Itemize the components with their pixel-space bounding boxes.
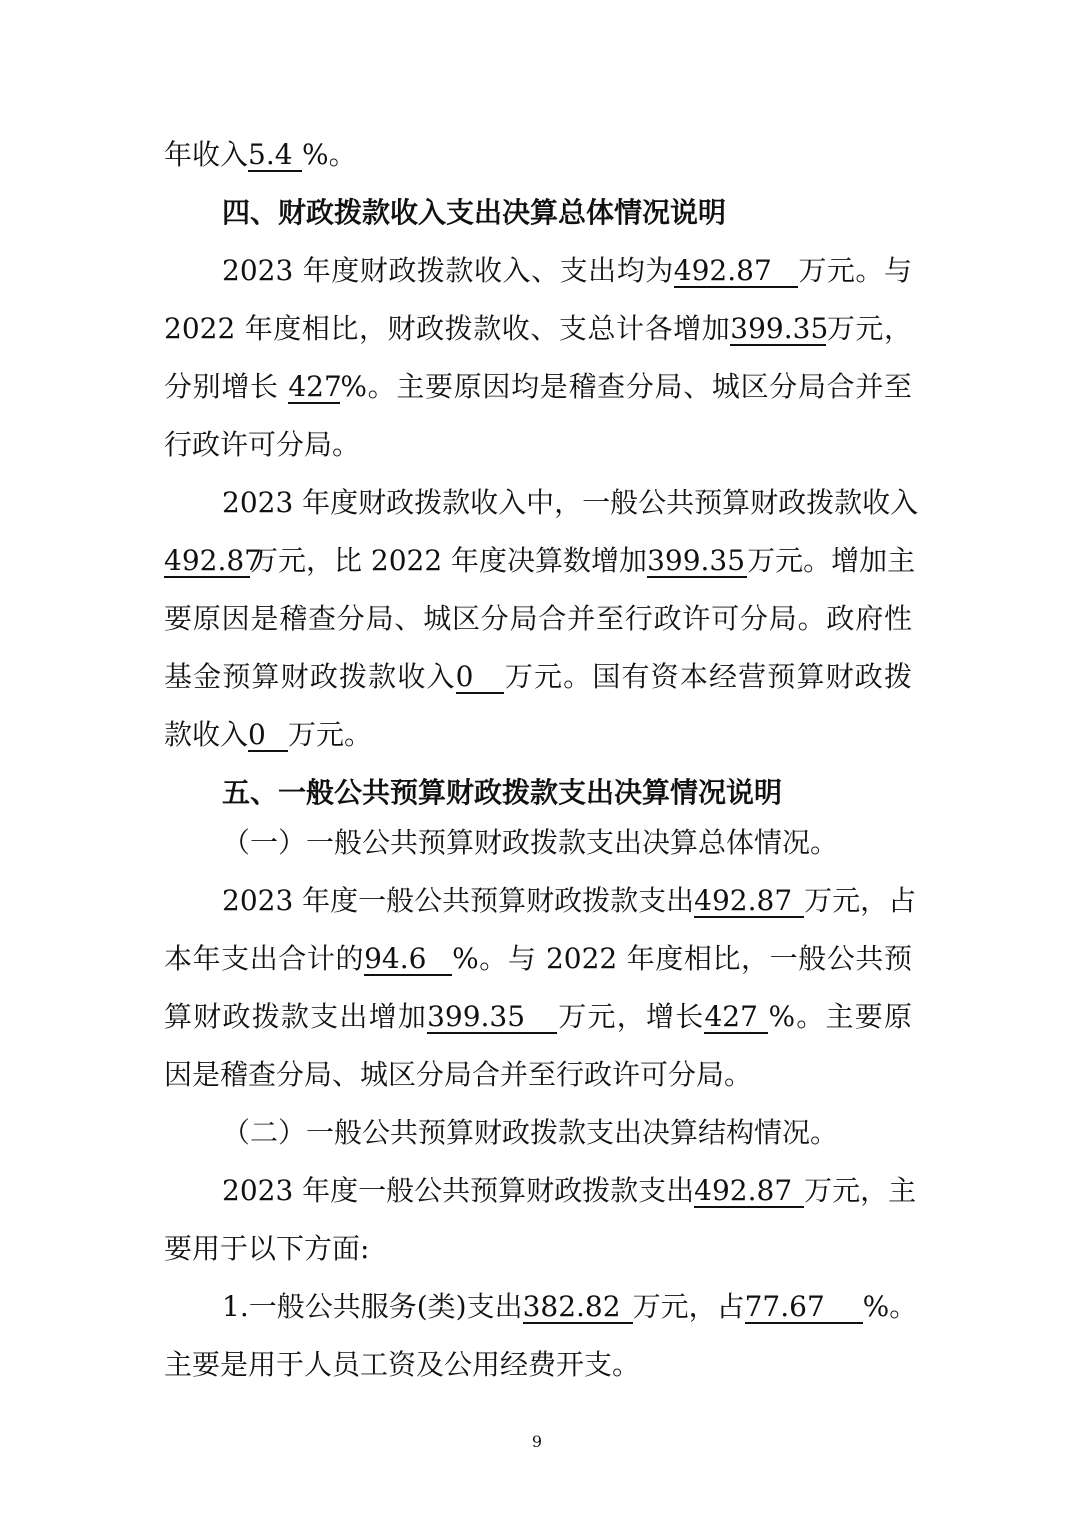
paragraph-line: 2023 年度一般公共预算财政拨款支出492.87万元，占 — [222, 884, 917, 917]
underlined-value: 382.82 — [523, 1292, 633, 1324]
paragraph-line: 本年支出合计的94.6%。与 2022 年度相比，一般公共预 — [164, 942, 912, 975]
subsection-heading: （二）一般公共预算财政拨款支出决算结构情况。 — [222, 1116, 839, 1149]
paragraph-line: 因是稽查分局、城区分局合并至行政许可分局。 — [164, 1058, 753, 1091]
underlined-value: 492.87 — [694, 886, 804, 918]
paragraph-line: 要用于以下方面: — [164, 1232, 370, 1265]
underlined-value: 5.4 — [248, 140, 302, 172]
underlined-value: 492.87 — [674, 256, 798, 288]
page-number: 9 — [531, 1432, 543, 1451]
paragraph-line: 1.一般公共服务(类)支出382.82万元，占77.67%。 — [222, 1290, 918, 1323]
paragraph-line: 年收入5.4%。 — [164, 138, 357, 171]
underlined-value: 399.35 — [427, 1002, 557, 1034]
underlined-value: 399.35 — [647, 546, 747, 578]
paragraph-line: 算财政拨款支出增加399.35 万元，增长427%。主要原 — [164, 1000, 912, 1033]
paragraph-line: 分别增长 427%。主要原因均是稽查分局、城区分局合并至 — [164, 370, 913, 403]
underlined-value: 492.87 — [164, 544, 262, 577]
paragraph-line: 基金预算财政拨款收入0 万元。国有资本经营预算财政拨 — [164, 660, 912, 693]
subsection-heading: （一）一般公共预算财政拨款支出决算总体情况。 — [222, 826, 839, 859]
underlined-value: 77.67 — [745, 1292, 863, 1324]
paragraph-line: 2023 年度财政拨款收入、支出均为492.87 万元。与 — [222, 254, 912, 287]
paragraph-line: 款收入0 万元。 — [164, 718, 373, 751]
underlined-value: 427 — [288, 370, 342, 403]
underlined-value: 0 — [248, 720, 288, 752]
paragraph-line: 要原因是稽查分局、城区分局合并至行政许可分局。政府性 — [164, 602, 912, 635]
paragraph-line: 2023 年度一般公共预算财政拨款支出492.87万元，主 — [222, 1174, 917, 1207]
underlined-value: 399.35 — [730, 312, 829, 345]
underlined-value: 0 — [456, 662, 504, 694]
section-heading: 五、一般公共预算财政拨款支出决算情况说明 — [222, 776, 783, 809]
underlined-value: 492.87 — [694, 1176, 804, 1208]
paragraph-line: 2023 年度财政拨款收入中，一般公共预算财政拨款收入 — [222, 486, 919, 519]
paragraph-line: 行政许可分局。 — [164, 428, 361, 461]
paragraph-line: 主要是用于人员工资及公用经费开支。 — [164, 1348, 641, 1381]
underlined-value: 94.6 — [364, 944, 452, 976]
paragraph-line: 492.87万元，比 2022 年度决算数增加399.35万元。增加主 — [164, 544, 916, 577]
paragraph-line: 2022 年度相比，财政拨款收、支总计各增加399.35万元， — [164, 312, 912, 345]
section-heading: 四、财政拨款收入支出决算总体情况说明 — [222, 196, 727, 229]
underlined-value: 427 — [704, 1002, 768, 1034]
